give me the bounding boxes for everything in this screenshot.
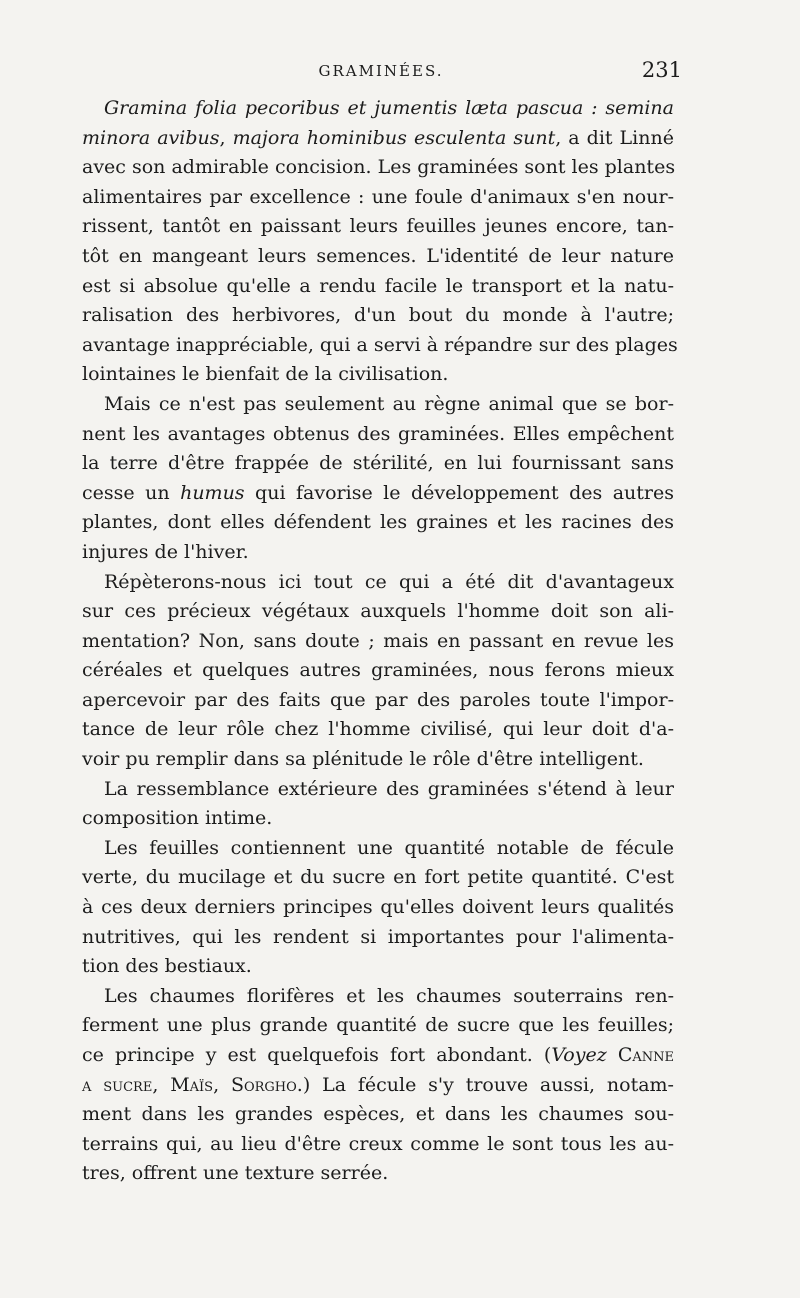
text-line	[82, 360, 674, 390]
text-segment: est si absolue qu'elle a rendu facile le transport et la natu-	[82, 274, 674, 297]
text-line	[82, 597, 674, 627]
text-segment: alimentaires par excellence : une foule d'animaux s'en nour-	[82, 185, 674, 208]
text-segment: ferment une plus grande quantité de sucre que les feuilles;	[82, 1014, 674, 1037]
text-line	[82, 153, 674, 183]
text-segment: nent les avantages obtenus des graminées. Elles empêchent	[82, 422, 674, 445]
text-segment: , a dit Linné	[555, 126, 674, 149]
text-line	[82, 982, 674, 1012]
text-line	[82, 627, 674, 657]
text-segment: rissent, tantôt en paissant leurs feuilles jeunes encore, tan-	[82, 215, 674, 238]
paragraph	[82, 775, 674, 834]
text-line	[82, 301, 674, 331]
text-line	[82, 1041, 674, 1071]
text-segment: Canne	[617, 1044, 674, 1066]
page-header	[82, 58, 680, 88]
paragraph	[82, 834, 674, 982]
text-line	[82, 1071, 674, 1101]
text-segment: Sorgho	[230, 1073, 297, 1096]
text-line	[82, 212, 674, 242]
text-segment: Les feuilles contiennent une quantité notable de fécule	[104, 836, 674, 859]
text-segment: composition intime.	[82, 807, 273, 830]
text-segment: la terre d'être frappée de stérilité, en lui fournissant sans	[82, 452, 674, 475]
text-line	[82, 568, 674, 598]
text-line	[82, 390, 674, 420]
text-line	[82, 1011, 674, 1041]
text-line	[82, 124, 674, 154]
text-segment: ,	[213, 1073, 231, 1096]
text-segment: Les chaumes florifères et les chaumes souterrains ren-	[104, 984, 674, 1007]
text-segment: cesse un	[82, 481, 181, 504]
text-line	[82, 94, 674, 124]
text-segment: majora hominibus esculenta sunt	[232, 126, 556, 149]
paragraph	[82, 94, 678, 390]
text-segment: .) La fécule s'y trouve aussi, notam-	[296, 1073, 674, 1096]
text-line	[82, 242, 674, 272]
text-segment: tion des bestiaux.	[82, 955, 252, 978]
text-segment: La ressemblance extérieure des graminées s'étend à leur	[104, 777, 674, 800]
page-number: 231	[641, 58, 682, 82]
text-segment: avantage inappréciable, qui a servi à répandre sur des plages	[82, 333, 678, 356]
text-segment: céréales et quelques autres graminées, nous ferons mieux	[82, 659, 674, 682]
text-line	[82, 538, 674, 568]
text-line	[82, 893, 674, 923]
text-segment: Voyez	[551, 1044, 607, 1066]
text-line	[82, 834, 674, 864]
text-segment: terrains qui, au lieu d'être creux comme le sont tous les au-	[82, 1132, 674, 1155]
text-segment: minora avibus	[82, 126, 220, 149]
running-head: GRAMINÉES.	[318, 62, 444, 80]
text-line	[82, 420, 674, 450]
text-segment: injures de l'hiver.	[82, 540, 249, 563]
text-segment: Maïs	[170, 1073, 214, 1096]
text-line	[82, 923, 674, 953]
text-segment: à ces deux derniers principes qu'elles doivent leurs qualités	[82, 896, 674, 919]
text-segment: nutritives, qui les rendent si importantes pour l'alimenta-	[82, 925, 674, 948]
text-segment: verte, du mucilage et du sucre en fort petite quantité. C'est	[82, 866, 674, 889]
text-segment: tres, offrent une texture serrée.	[82, 1162, 389, 1185]
text-segment: Gramina folia pecoribus et jumentis læta pascua : semina	[104, 97, 674, 119]
text-segment	[607, 1044, 618, 1066]
paragraph	[82, 982, 674, 1189]
text-line	[82, 686, 674, 716]
text-segment: plantes, dont elles défendent les graines et les racines des	[82, 511, 674, 534]
text-line	[82, 272, 674, 302]
text-segment: avec son admirable concision. Les graminées sont les plantes	[82, 156, 676, 179]
text-segment: voir pu remplir dans sa plénitude le rôle d'être intelligent.	[82, 748, 644, 771]
text-segment: Mais ce n'est pas seulement au règne animal que se bor-	[104, 392, 674, 415]
body-text	[82, 94, 678, 1189]
text-segment: ce principe y est quelquefois fort abondant. (	[82, 1044, 552, 1066]
text-segment: a sucre	[82, 1073, 153, 1096]
text-segment: ralisation des herbivores, d'un bout du monde à l'autre;	[82, 304, 674, 327]
text-line	[82, 863, 674, 893]
text-segment: apercevoir par des faits que par des paroles toute l'impor-	[82, 688, 674, 711]
text-segment: qui favorise le développement des autres	[244, 481, 674, 504]
text-line	[82, 479, 674, 509]
text-segment: humus	[180, 481, 245, 504]
text-segment: ,	[219, 126, 233, 149]
text-line	[82, 804, 674, 834]
text-segment: Répèterons-nous ici tout ce qui a été dit d'avantageux	[104, 570, 674, 593]
text-segment: ment dans les grandes espèces, et dans les chaumes sou-	[82, 1103, 674, 1126]
text-segment: mentation? Non, sans doute ; mais en passant en revue les	[82, 629, 674, 652]
text-segment: tance de leur rôle chez l'homme civilisé, qui leur doit d'a-	[82, 718, 674, 741]
text-line	[82, 715, 674, 745]
text-line	[82, 1100, 674, 1130]
text-line	[82, 508, 674, 538]
text-line	[82, 952, 674, 982]
text-line	[82, 656, 674, 686]
text-line	[82, 745, 674, 775]
text-line	[82, 1159, 674, 1189]
text-segment: sur ces précieux végétaux auxquels l'homme doit son ali-	[82, 600, 674, 623]
text-line	[82, 775, 674, 805]
paragraph	[82, 390, 674, 568]
text-line	[82, 449, 674, 479]
text-line	[82, 1130, 674, 1160]
text-line	[82, 183, 674, 213]
text-line	[82, 331, 678, 361]
paragraph	[82, 568, 674, 775]
text-segment: lointaines le bienfait de la civilisation.	[82, 363, 449, 386]
text-segment: tôt en mangeant leurs semences. L'identité de leur nature	[82, 244, 674, 267]
text-segment: ,	[152, 1073, 171, 1096]
